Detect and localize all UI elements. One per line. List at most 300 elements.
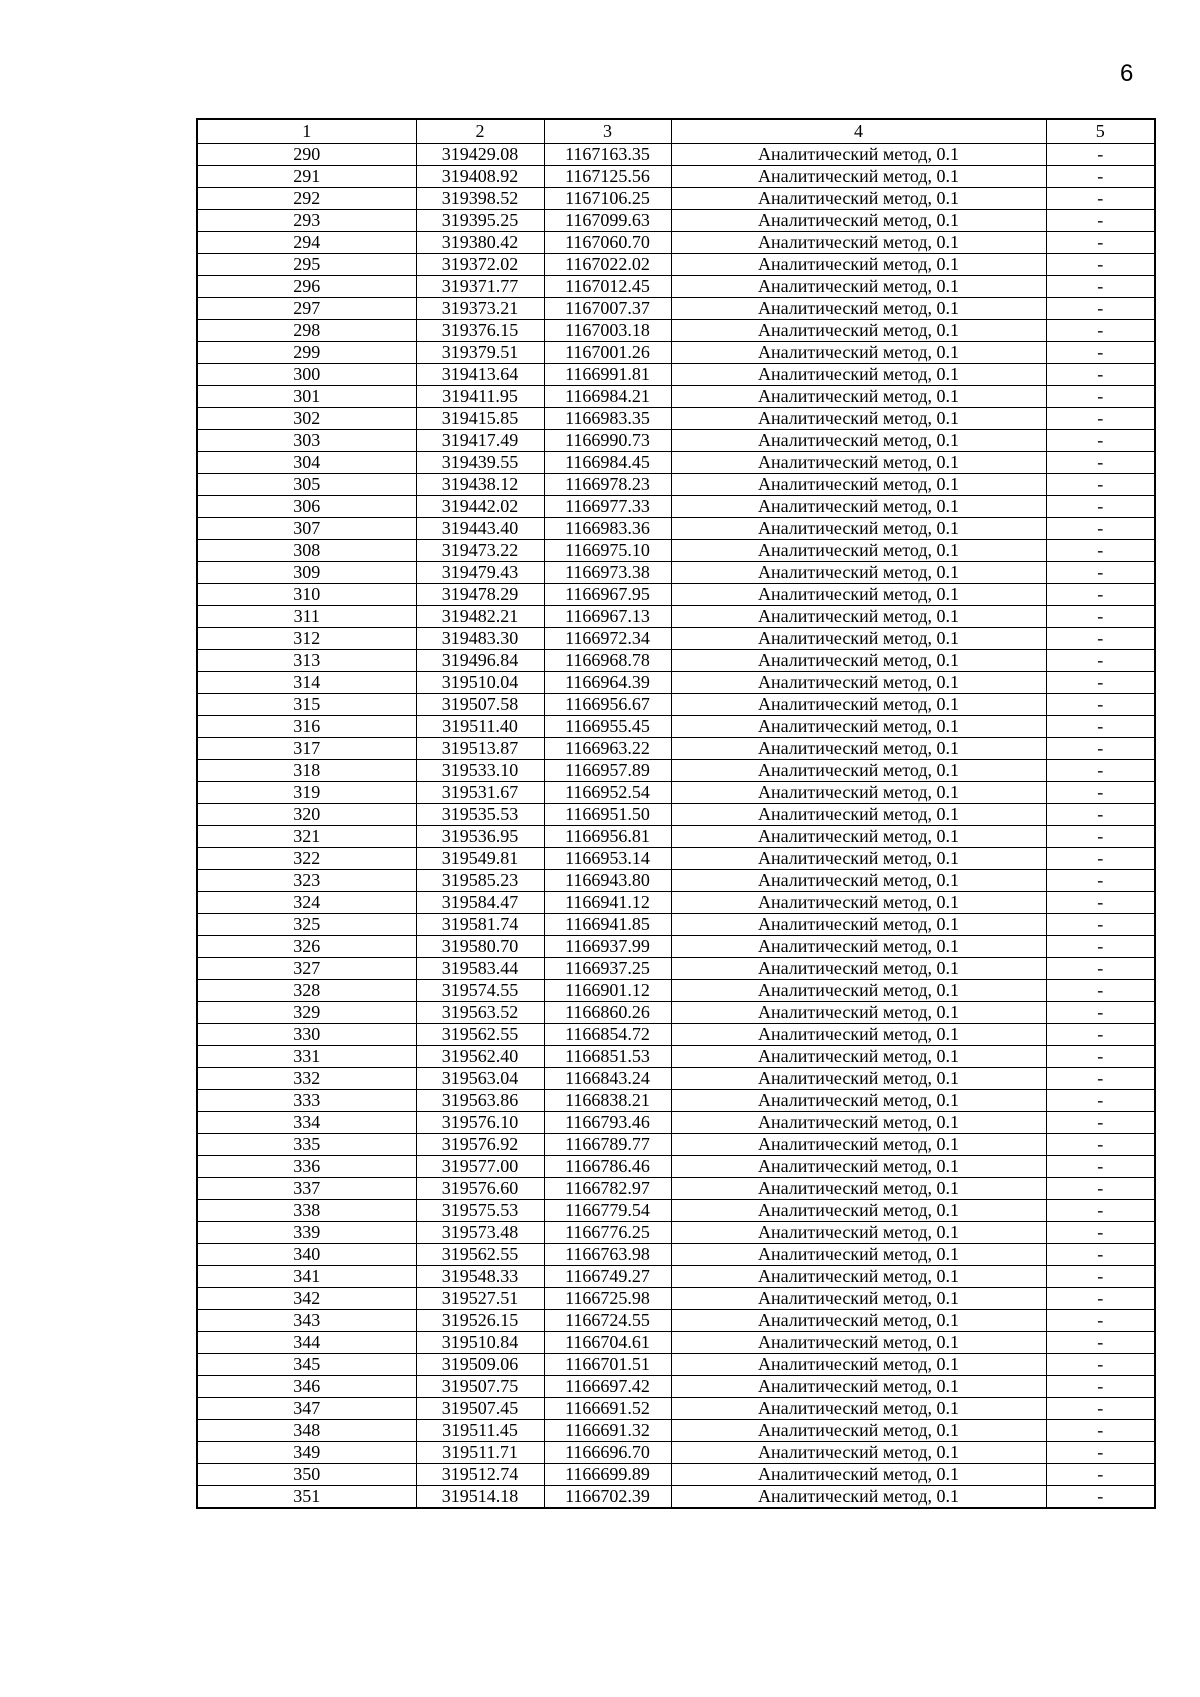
table-row bbox=[197, 1442, 1155, 1464]
method-cell: Аналитический метод, 0.1 bbox=[671, 210, 1046, 232]
method-cell: Аналитический метод, 0.1 bbox=[671, 1046, 1046, 1068]
x-coordinate-cell: 319581.74 bbox=[416, 914, 544, 936]
note-cell: - bbox=[1046, 1222, 1155, 1244]
point-number-cell: 348 bbox=[197, 1420, 416, 1442]
table-header bbox=[197, 119, 1155, 144]
point-number-cell: 294 bbox=[197, 232, 416, 254]
note-cell: - bbox=[1046, 1134, 1155, 1156]
point-number-cell: 299 bbox=[197, 342, 416, 364]
note-cell: - bbox=[1046, 914, 1155, 936]
table-row bbox=[197, 1178, 1155, 1200]
table-row bbox=[197, 1464, 1155, 1486]
x-coordinate-cell: 319439.55 bbox=[416, 452, 544, 474]
point-number-cell: 351 bbox=[197, 1486, 416, 1509]
point-number-cell: 345 bbox=[197, 1354, 416, 1376]
note-cell: - bbox=[1046, 716, 1155, 738]
x-coordinate-cell: 319511.40 bbox=[416, 716, 544, 738]
point-number-cell: 336 bbox=[197, 1156, 416, 1178]
note-cell: - bbox=[1046, 958, 1155, 980]
point-number-cell: 300 bbox=[197, 364, 416, 386]
x-coordinate-cell: 319576.92 bbox=[416, 1134, 544, 1156]
x-coordinate-cell: 319496.84 bbox=[416, 650, 544, 672]
method-cell: Аналитический метод, 0.1 bbox=[671, 474, 1046, 496]
table-row bbox=[197, 1090, 1155, 1112]
table-row bbox=[197, 320, 1155, 342]
note-cell: - bbox=[1046, 474, 1155, 496]
x-coordinate-cell: 319379.51 bbox=[416, 342, 544, 364]
table-row bbox=[197, 672, 1155, 694]
point-number-cell: 307 bbox=[197, 518, 416, 540]
x-coordinate-cell: 319443.40 bbox=[416, 518, 544, 540]
x-coordinate-cell: 319533.10 bbox=[416, 760, 544, 782]
x-coordinate-cell: 319511.71 bbox=[416, 1442, 544, 1464]
x-coordinate-cell: 319511.45 bbox=[416, 1420, 544, 1442]
y-coordinate-cell: 1167099.63 bbox=[544, 210, 671, 232]
note-cell: - bbox=[1046, 1310, 1155, 1332]
x-coordinate-cell: 319573.48 bbox=[416, 1222, 544, 1244]
method-cell: Аналитический метод, 0.1 bbox=[671, 936, 1046, 958]
note-cell: - bbox=[1046, 1046, 1155, 1068]
y-coordinate-cell: 1166956.81 bbox=[544, 826, 671, 848]
table-row bbox=[197, 562, 1155, 584]
table-row bbox=[197, 518, 1155, 540]
point-number-cell: 316 bbox=[197, 716, 416, 738]
table-row bbox=[197, 1222, 1155, 1244]
table-row bbox=[197, 254, 1155, 276]
method-cell: Аналитический метод, 0.1 bbox=[671, 1376, 1046, 1398]
y-coordinate-cell: 1166704.61 bbox=[544, 1332, 671, 1354]
point-number-cell: 346 bbox=[197, 1376, 416, 1398]
x-coordinate-cell: 319376.15 bbox=[416, 320, 544, 342]
x-coordinate-cell: 319513.87 bbox=[416, 738, 544, 760]
point-number-cell: 317 bbox=[197, 738, 416, 760]
header-row bbox=[197, 119, 1155, 144]
method-cell: Аналитический метод, 0.1 bbox=[671, 1222, 1046, 1244]
note-cell: - bbox=[1046, 1376, 1155, 1398]
point-number-cell: 296 bbox=[197, 276, 416, 298]
y-coordinate-cell: 1166983.35 bbox=[544, 408, 671, 430]
x-coordinate-cell: 319482.21 bbox=[416, 606, 544, 628]
table-row bbox=[197, 716, 1155, 738]
x-coordinate-cell: 319438.12 bbox=[416, 474, 544, 496]
table-row bbox=[197, 760, 1155, 782]
y-coordinate-cell: 1166691.52 bbox=[544, 1398, 671, 1420]
table-row bbox=[197, 166, 1155, 188]
y-coordinate-cell: 1166782.97 bbox=[544, 1178, 671, 1200]
y-coordinate-cell: 1166968.78 bbox=[544, 650, 671, 672]
y-coordinate-cell: 1166941.85 bbox=[544, 914, 671, 936]
table-row bbox=[197, 694, 1155, 716]
note-cell: - bbox=[1046, 320, 1155, 342]
point-number-cell: 322 bbox=[197, 848, 416, 870]
y-coordinate-cell: 1167012.45 bbox=[544, 276, 671, 298]
method-cell: Аналитический метод, 0.1 bbox=[671, 562, 1046, 584]
note-cell: - bbox=[1046, 518, 1155, 540]
table-row bbox=[197, 1002, 1155, 1024]
x-coordinate-cell: 319429.08 bbox=[416, 144, 544, 166]
method-cell: Аналитический метод, 0.1 bbox=[671, 672, 1046, 694]
method-cell: Аналитический метод, 0.1 bbox=[671, 584, 1046, 606]
note-cell: - bbox=[1046, 144, 1155, 166]
note-cell: - bbox=[1046, 650, 1155, 672]
table-row bbox=[197, 628, 1155, 650]
method-cell: Аналитический метод, 0.1 bbox=[671, 364, 1046, 386]
y-coordinate-cell: 1166990.73 bbox=[544, 430, 671, 452]
y-coordinate-cell: 1166984.45 bbox=[544, 452, 671, 474]
point-number-cell: 324 bbox=[197, 892, 416, 914]
table-row bbox=[197, 430, 1155, 452]
point-number-cell: 297 bbox=[197, 298, 416, 320]
table-row bbox=[197, 826, 1155, 848]
y-coordinate-cell: 1166977.33 bbox=[544, 496, 671, 518]
method-cell: Аналитический метод, 0.1 bbox=[671, 1420, 1046, 1442]
note-cell: - bbox=[1046, 672, 1155, 694]
table-row bbox=[197, 584, 1155, 606]
note-cell: - bbox=[1046, 1420, 1155, 1442]
x-coordinate-cell: 319371.77 bbox=[416, 276, 544, 298]
note-cell: - bbox=[1046, 452, 1155, 474]
point-number-cell: 347 bbox=[197, 1398, 416, 1420]
header-cell-2: 2 bbox=[416, 119, 544, 144]
y-coordinate-cell: 1167125.56 bbox=[544, 166, 671, 188]
note-cell: - bbox=[1046, 870, 1155, 892]
note-cell: - bbox=[1046, 606, 1155, 628]
table-row bbox=[197, 1024, 1155, 1046]
method-cell: Аналитический метод, 0.1 bbox=[671, 1332, 1046, 1354]
note-cell: - bbox=[1046, 562, 1155, 584]
y-coordinate-cell: 1166843.24 bbox=[544, 1068, 671, 1090]
y-coordinate-cell: 1166776.25 bbox=[544, 1222, 671, 1244]
method-cell: Аналитический метод, 0.1 bbox=[671, 716, 1046, 738]
y-coordinate-cell: 1166972.34 bbox=[544, 628, 671, 650]
point-number-cell: 306 bbox=[197, 496, 416, 518]
note-cell: - bbox=[1046, 628, 1155, 650]
x-coordinate-cell: 319526.15 bbox=[416, 1310, 544, 1332]
x-coordinate-cell: 319549.81 bbox=[416, 848, 544, 870]
note-cell: - bbox=[1046, 232, 1155, 254]
y-coordinate-cell: 1166851.53 bbox=[544, 1046, 671, 1068]
x-coordinate-cell: 319408.92 bbox=[416, 166, 544, 188]
table-row bbox=[197, 1420, 1155, 1442]
x-coordinate-cell: 319563.04 bbox=[416, 1068, 544, 1090]
method-cell: Аналитический метод, 0.1 bbox=[671, 1134, 1046, 1156]
method-cell: Аналитический метод, 0.1 bbox=[671, 144, 1046, 166]
y-coordinate-cell: 1166975.10 bbox=[544, 540, 671, 562]
table-row bbox=[197, 1068, 1155, 1090]
note-cell: - bbox=[1046, 1486, 1155, 1509]
method-cell: Аналитический метод, 0.1 bbox=[671, 1244, 1046, 1266]
x-coordinate-cell: 319415.85 bbox=[416, 408, 544, 430]
method-cell: Аналитический метод, 0.1 bbox=[671, 848, 1046, 870]
y-coordinate-cell: 1166854.72 bbox=[544, 1024, 671, 1046]
note-cell: - bbox=[1046, 298, 1155, 320]
table-row bbox=[197, 606, 1155, 628]
y-coordinate-cell: 1167001.26 bbox=[544, 342, 671, 364]
y-coordinate-cell: 1166978.23 bbox=[544, 474, 671, 496]
y-coordinate-cell: 1166701.51 bbox=[544, 1354, 671, 1376]
table-row bbox=[197, 804, 1155, 826]
y-coordinate-cell: 1167163.35 bbox=[544, 144, 671, 166]
point-number-cell: 309 bbox=[197, 562, 416, 584]
table-row bbox=[197, 1134, 1155, 1156]
table-row bbox=[197, 1288, 1155, 1310]
table-row bbox=[197, 892, 1155, 914]
table-row bbox=[197, 1200, 1155, 1222]
method-cell: Аналитический метод, 0.1 bbox=[671, 892, 1046, 914]
point-number-cell: 315 bbox=[197, 694, 416, 716]
point-number-cell: 325 bbox=[197, 914, 416, 936]
x-coordinate-cell: 319510.84 bbox=[416, 1332, 544, 1354]
point-number-cell: 337 bbox=[197, 1178, 416, 1200]
header-cell-3: 3 bbox=[544, 119, 671, 144]
table-body bbox=[197, 144, 1155, 1509]
y-coordinate-cell: 1166691.32 bbox=[544, 1420, 671, 1442]
method-cell: Аналитический метод, 0.1 bbox=[671, 870, 1046, 892]
method-cell: Аналитический метод, 0.1 bbox=[671, 782, 1046, 804]
point-number-cell: 330 bbox=[197, 1024, 416, 1046]
y-coordinate-cell: 1166951.50 bbox=[544, 804, 671, 826]
method-cell: Аналитический метод, 0.1 bbox=[671, 408, 1046, 430]
point-number-cell: 304 bbox=[197, 452, 416, 474]
method-cell: Аналитический метод, 0.1 bbox=[671, 1266, 1046, 1288]
method-cell: Аналитический метод, 0.1 bbox=[671, 1464, 1046, 1486]
method-cell: Аналитический метод, 0.1 bbox=[671, 342, 1046, 364]
y-coordinate-cell: 1166984.21 bbox=[544, 386, 671, 408]
x-coordinate-cell: 319583.44 bbox=[416, 958, 544, 980]
note-cell: - bbox=[1046, 1332, 1155, 1354]
method-cell: Аналитический метод, 0.1 bbox=[671, 980, 1046, 1002]
y-coordinate-cell: 1166763.98 bbox=[544, 1244, 671, 1266]
method-cell: Аналитический метод, 0.1 bbox=[671, 1200, 1046, 1222]
y-coordinate-cell: 1166983.36 bbox=[544, 518, 671, 540]
point-number-cell: 327 bbox=[197, 958, 416, 980]
note-cell: - bbox=[1046, 364, 1155, 386]
header-cell-1: 1 bbox=[197, 119, 416, 144]
note-cell: - bbox=[1046, 760, 1155, 782]
x-coordinate-cell: 319577.00 bbox=[416, 1156, 544, 1178]
y-coordinate-cell: 1166952.54 bbox=[544, 782, 671, 804]
method-cell: Аналитический метод, 0.1 bbox=[671, 518, 1046, 540]
table-row bbox=[197, 1046, 1155, 1068]
x-coordinate-cell: 319574.55 bbox=[416, 980, 544, 1002]
note-cell: - bbox=[1046, 694, 1155, 716]
table-row bbox=[197, 364, 1155, 386]
x-coordinate-cell: 319548.33 bbox=[416, 1266, 544, 1288]
note-cell: - bbox=[1046, 210, 1155, 232]
point-number-cell: 343 bbox=[197, 1310, 416, 1332]
x-coordinate-cell: 319373.21 bbox=[416, 298, 544, 320]
point-number-cell: 333 bbox=[197, 1090, 416, 1112]
y-coordinate-cell: 1166724.55 bbox=[544, 1310, 671, 1332]
y-coordinate-cell: 1166973.38 bbox=[544, 562, 671, 584]
point-number-cell: 313 bbox=[197, 650, 416, 672]
table-row bbox=[197, 298, 1155, 320]
note-cell: - bbox=[1046, 1354, 1155, 1376]
x-coordinate-cell: 319562.55 bbox=[416, 1024, 544, 1046]
method-cell: Аналитический метод, 0.1 bbox=[671, 298, 1046, 320]
method-cell: Аналитический метод, 0.1 bbox=[671, 1442, 1046, 1464]
note-cell: - bbox=[1046, 936, 1155, 958]
table-row bbox=[197, 1332, 1155, 1354]
x-coordinate-cell: 319585.23 bbox=[416, 870, 544, 892]
point-number-cell: 332 bbox=[197, 1068, 416, 1090]
x-coordinate-cell: 319527.51 bbox=[416, 1288, 544, 1310]
table-row bbox=[197, 408, 1155, 430]
point-number-cell: 310 bbox=[197, 584, 416, 606]
x-coordinate-cell: 319576.60 bbox=[416, 1178, 544, 1200]
page-number: 6 bbox=[1120, 60, 1134, 87]
x-coordinate-cell: 319442.02 bbox=[416, 496, 544, 518]
point-number-cell: 331 bbox=[197, 1046, 416, 1068]
y-coordinate-cell: 1166725.98 bbox=[544, 1288, 671, 1310]
point-number-cell: 320 bbox=[197, 804, 416, 826]
point-number-cell: 349 bbox=[197, 1442, 416, 1464]
method-cell: Аналитический метод, 0.1 bbox=[671, 804, 1046, 826]
note-cell: - bbox=[1046, 1244, 1155, 1266]
x-coordinate-cell: 319413.64 bbox=[416, 364, 544, 386]
method-cell: Аналитический метод, 0.1 bbox=[671, 1002, 1046, 1024]
point-number-cell: 335 bbox=[197, 1134, 416, 1156]
note-cell: - bbox=[1046, 738, 1155, 760]
y-coordinate-cell: 1166955.45 bbox=[544, 716, 671, 738]
point-number-cell: 318 bbox=[197, 760, 416, 782]
method-cell: Аналитический метод, 0.1 bbox=[671, 1288, 1046, 1310]
table-row bbox=[197, 540, 1155, 562]
table-row bbox=[197, 1266, 1155, 1288]
point-number-cell: 303 bbox=[197, 430, 416, 452]
y-coordinate-cell: 1166941.12 bbox=[544, 892, 671, 914]
point-number-cell: 290 bbox=[197, 144, 416, 166]
point-number-cell: 344 bbox=[197, 1332, 416, 1354]
note-cell: - bbox=[1046, 540, 1155, 562]
x-coordinate-cell: 319510.04 bbox=[416, 672, 544, 694]
table-row bbox=[197, 1310, 1155, 1332]
y-coordinate-cell: 1167060.70 bbox=[544, 232, 671, 254]
x-coordinate-cell: 319478.29 bbox=[416, 584, 544, 606]
point-number-cell: 308 bbox=[197, 540, 416, 562]
x-coordinate-cell: 319473.22 bbox=[416, 540, 544, 562]
y-coordinate-cell: 1166789.77 bbox=[544, 1134, 671, 1156]
point-number-cell: 342 bbox=[197, 1288, 416, 1310]
table-row bbox=[197, 276, 1155, 298]
x-coordinate-cell: 319531.67 bbox=[416, 782, 544, 804]
point-number-cell: 328 bbox=[197, 980, 416, 1002]
point-number-cell: 340 bbox=[197, 1244, 416, 1266]
method-cell: Аналитический метод, 0.1 bbox=[671, 540, 1046, 562]
method-cell: Аналитический метод, 0.1 bbox=[671, 760, 1046, 782]
note-cell: - bbox=[1046, 1002, 1155, 1024]
note-cell: - bbox=[1046, 166, 1155, 188]
method-cell: Аналитический метод, 0.1 bbox=[671, 958, 1046, 980]
note-cell: - bbox=[1046, 1156, 1155, 1178]
table-row bbox=[197, 980, 1155, 1002]
note-cell: - bbox=[1046, 782, 1155, 804]
point-number-cell: 338 bbox=[197, 1200, 416, 1222]
point-number-cell: 334 bbox=[197, 1112, 416, 1134]
y-coordinate-cell: 1167007.37 bbox=[544, 298, 671, 320]
y-coordinate-cell: 1166937.25 bbox=[544, 958, 671, 980]
table-row bbox=[197, 1486, 1155, 1509]
method-cell: Аналитический метод, 0.1 bbox=[671, 254, 1046, 276]
x-coordinate-cell: 319507.58 bbox=[416, 694, 544, 716]
y-coordinate-cell: 1166943.80 bbox=[544, 870, 671, 892]
y-coordinate-cell: 1166696.70 bbox=[544, 1442, 671, 1464]
x-coordinate-cell: 319411.95 bbox=[416, 386, 544, 408]
note-cell: - bbox=[1046, 804, 1155, 826]
table-row bbox=[197, 474, 1155, 496]
point-number-cell: 295 bbox=[197, 254, 416, 276]
x-coordinate-cell: 319580.70 bbox=[416, 936, 544, 958]
y-coordinate-cell: 1166964.39 bbox=[544, 672, 671, 694]
table-row bbox=[197, 496, 1155, 518]
x-coordinate-cell: 319509.06 bbox=[416, 1354, 544, 1376]
note-cell: - bbox=[1046, 1024, 1155, 1046]
x-coordinate-cell: 319479.43 bbox=[416, 562, 544, 584]
method-cell: Аналитический метод, 0.1 bbox=[671, 1112, 1046, 1134]
note-cell: - bbox=[1046, 1068, 1155, 1090]
y-coordinate-cell: 1166937.99 bbox=[544, 936, 671, 958]
table-row bbox=[197, 144, 1155, 166]
method-cell: Аналитический метод, 0.1 bbox=[671, 650, 1046, 672]
method-cell: Аналитический метод, 0.1 bbox=[671, 738, 1046, 760]
method-cell: Аналитический метод, 0.1 bbox=[671, 188, 1046, 210]
table-row bbox=[197, 870, 1155, 892]
x-coordinate-cell: 319507.75 bbox=[416, 1376, 544, 1398]
method-cell: Аналитический метод, 0.1 bbox=[671, 606, 1046, 628]
x-coordinate-cell: 319536.95 bbox=[416, 826, 544, 848]
table-row bbox=[197, 1156, 1155, 1178]
note-cell: - bbox=[1046, 892, 1155, 914]
table-row bbox=[197, 936, 1155, 958]
y-coordinate-cell: 1166697.42 bbox=[544, 1376, 671, 1398]
point-number-cell: 350 bbox=[197, 1464, 416, 1486]
note-cell: - bbox=[1046, 1200, 1155, 1222]
point-number-cell: 293 bbox=[197, 210, 416, 232]
point-number-cell: 301 bbox=[197, 386, 416, 408]
method-cell: Аналитический метод, 0.1 bbox=[671, 1486, 1046, 1509]
y-coordinate-cell: 1166786.46 bbox=[544, 1156, 671, 1178]
point-number-cell: 311 bbox=[197, 606, 416, 628]
header-cell-4: 4 bbox=[671, 119, 1046, 144]
y-coordinate-cell: 1166963.22 bbox=[544, 738, 671, 760]
x-coordinate-cell: 319563.86 bbox=[416, 1090, 544, 1112]
table-row bbox=[197, 386, 1155, 408]
note-cell: - bbox=[1046, 496, 1155, 518]
x-coordinate-cell: 319575.53 bbox=[416, 1200, 544, 1222]
point-number-cell: 302 bbox=[197, 408, 416, 430]
coordinates-table bbox=[196, 118, 1156, 1509]
table-row bbox=[197, 342, 1155, 364]
note-cell: - bbox=[1046, 1288, 1155, 1310]
point-number-cell: 292 bbox=[197, 188, 416, 210]
note-cell: - bbox=[1046, 188, 1155, 210]
table-row bbox=[197, 452, 1155, 474]
point-number-cell: 314 bbox=[197, 672, 416, 694]
x-coordinate-cell: 319563.52 bbox=[416, 1002, 544, 1024]
note-cell: - bbox=[1046, 1398, 1155, 1420]
y-coordinate-cell: 1167022.02 bbox=[544, 254, 671, 276]
x-coordinate-cell: 319380.42 bbox=[416, 232, 544, 254]
y-coordinate-cell: 1167106.25 bbox=[544, 188, 671, 210]
y-coordinate-cell: 1166860.26 bbox=[544, 1002, 671, 1024]
point-number-cell: 323 bbox=[197, 870, 416, 892]
table-row bbox=[197, 848, 1155, 870]
x-coordinate-cell: 319372.02 bbox=[416, 254, 544, 276]
point-number-cell: 291 bbox=[197, 166, 416, 188]
point-number-cell: 305 bbox=[197, 474, 416, 496]
method-cell: Аналитический метод, 0.1 bbox=[671, 452, 1046, 474]
table-row bbox=[197, 914, 1155, 936]
